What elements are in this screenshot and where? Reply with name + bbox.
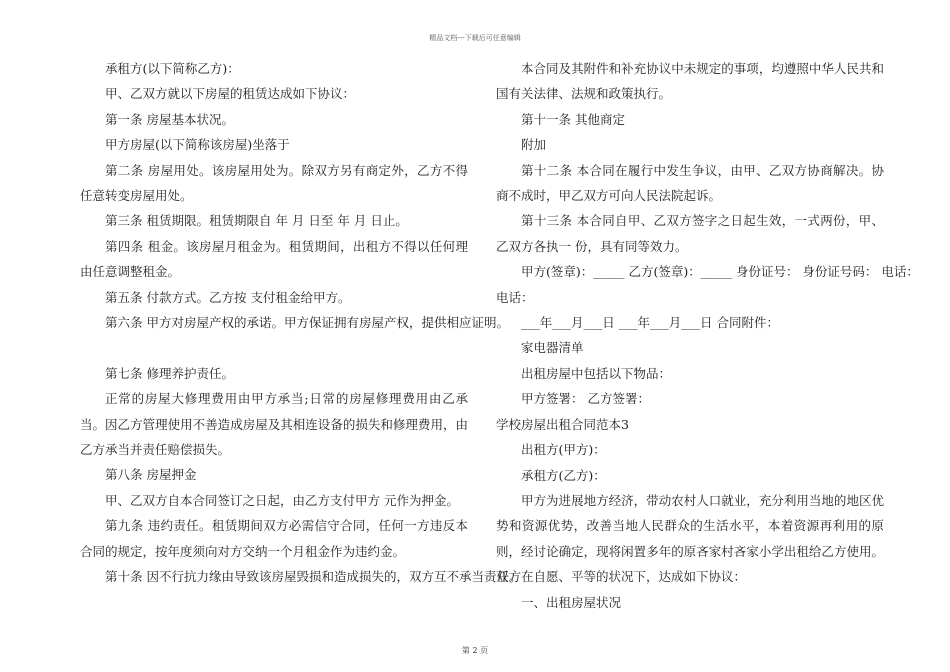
- signature-line: 甲方(签章)：_____ 乙方(签章)：_____ 身份证号： 身份证号码： 电话：: [521, 264, 919, 280]
- page-header: 精品文档---下载后可任意编辑: [429, 34, 521, 42]
- paragraph: 第四条 租金。该房屋月租金为。租赁期间，出租方不得以任何理由任意调整租金。: [80, 238, 468, 280]
- paragraph: 第三条 租赁期限。租赁期限自 年 月 日至 年 月 日止。: [105, 213, 408, 229]
- date-line: ___年___月___日 ___年___月___日 合同附件：: [521, 315, 779, 331]
- paragraph: 附加: [521, 137, 547, 153]
- paragraph: 第十三条 本合同自甲、乙双方签字之日起生效，一式两份，甲、乙双方各执一 份，具有同等效力。: [496, 213, 884, 254]
- paragraph: 第六条 甲方对房屋产权的承诺。甲方保证拥有房屋产权，提供相应证明。: [105, 315, 509, 331]
- paragraph: 甲、乙双方自本合同签订之日起，由乙方支付甲方 元作为押金。: [105, 492, 459, 508]
- paragraph: 出租房屋中包括以下物品：: [521, 365, 672, 381]
- paragraph: 家电器清单: [521, 340, 584, 356]
- blank-line: [80, 335, 468, 360]
- paragraph: 承租方(乙方)：: [521, 467, 606, 483]
- paragraph: 第十一条 其他商定: [521, 111, 625, 127]
- paragraph: 甲方签署： 乙方签署：: [521, 391, 650, 407]
- paragraph: 第五条 付款方式。乙方按 支付租金给甲方。: [105, 289, 351, 305]
- section-title: 学校房屋出租合同范本3: [496, 416, 629, 432]
- paragraph: 甲方为进展地方经济，带动农村人口就业，充分利用当地的地区优势和资源优势，改善当地人民群众的生活水平，本着资源再利用的原则，经讨论确定，现将闲置多年的原吝家村吝家小学出租给乙方使用。双方在自愿、平等的状况下，达成如下协议：: [496, 492, 884, 585]
- paragraph: 第九条 违约责任。租赁期间双方必需信守合同，任何一方违反本合同的规定，按年度须向对方交纳一个月租金作为违约金。: [80, 518, 468, 559]
- paragraph: 第十二条 本合同在履行中发生争议，由甲、乙双方协商解决。协商不成时，甲乙双方可向人民法院起诉。: [496, 162, 884, 204]
- right-column: [496, 56, 919, 615]
- paragraph: 甲方房屋(以下简称该房屋)坐落于: [105, 137, 290, 153]
- paragraph: 第十条 因不行抗力缘由导致该房屋毁损和造成损失的，双方互不承当责任。: [105, 569, 522, 585]
- paragraph: 一、出租房屋状况: [521, 594, 622, 610]
- paragraph: 出租方(甲方)：: [521, 442, 606, 458]
- paragraph: 正常的房屋大修理费用由甲方承当;日常的房屋修理费用由乙承当。因乙方管理使用不善造成房屋及其相连设备的损失和修理费用，由乙方承当并责任赔偿损失。: [80, 391, 468, 458]
- paragraph: 电话：: [496, 289, 534, 305]
- page-number: 第 2 页: [461, 646, 489, 655]
- paragraph: 第八条 房屋押金: [105, 467, 197, 483]
- paragraph: 甲、乙双方就以下房屋的租赁达成如下协议：: [105, 86, 356, 102]
- paragraph: 第一条 房屋基本状况。: [105, 111, 234, 127]
- paragraph: 承租方(以下简称乙方)：: [105, 61, 240, 76]
- paragraph: 第七条 修理养护责任。: [105, 365, 234, 381]
- paragraph: 第二条 房屋用处。该房屋用处为。除双方另有商定外，乙方不得任意转变房屋用处。: [80, 162, 468, 204]
- paragraph: 本合同及其附件和补充协议中未规定的事项，均遵照中华人民共和国有关法律、法规和政策执行。: [496, 61, 884, 102]
